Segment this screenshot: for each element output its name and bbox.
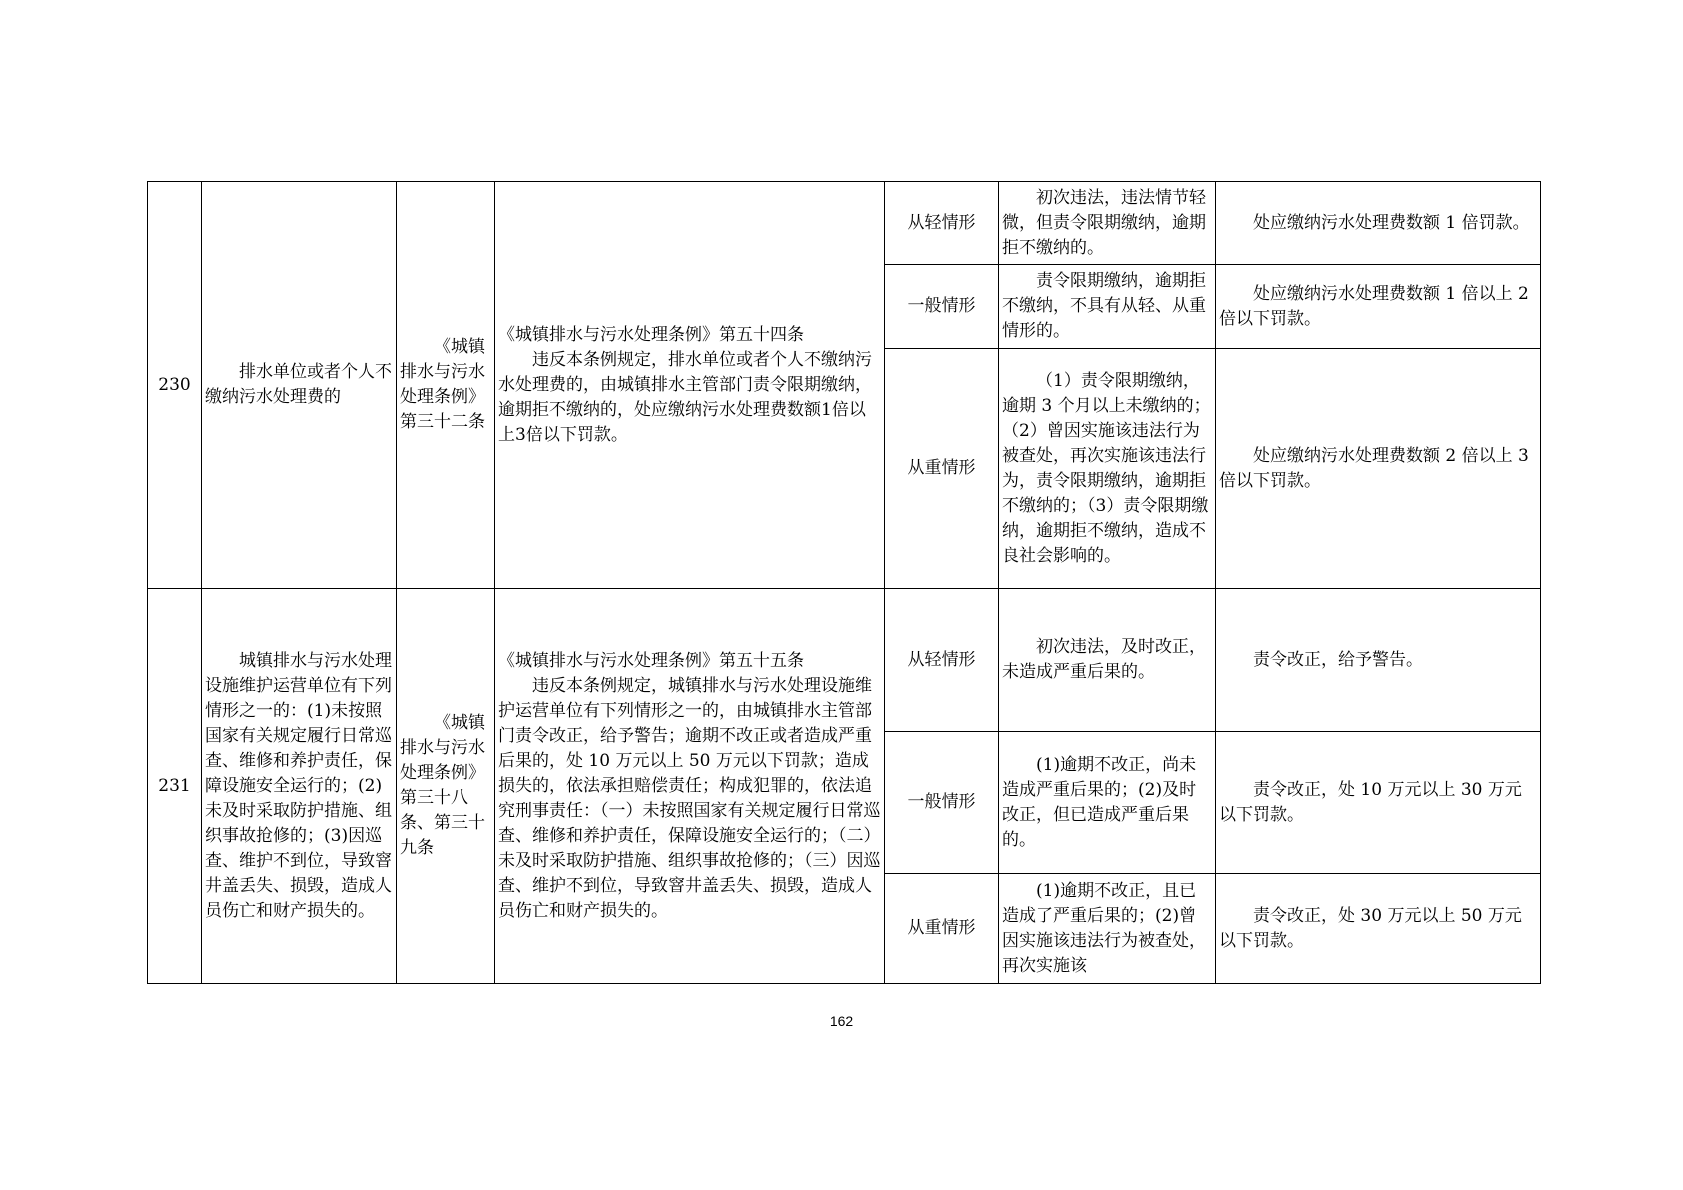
penalty-standard: 处应缴纳污水处理费数额 1 倍以上 2 倍以下罚款。 bbox=[1216, 265, 1541, 349]
discretion-level: 一般情形 bbox=[885, 265, 999, 349]
discretion-level: 从重情形 bbox=[885, 874, 999, 984]
item-number: 231 bbox=[148, 589, 202, 984]
situation-description: (1)逾期不改正，且已造成了严重后果的；(2)曾因实施该违法行为被查处，再次实施该 bbox=[999, 874, 1216, 984]
situation-description: 初次违法，及时改正，未造成严重后果的。 bbox=[999, 589, 1216, 732]
penalty-clause-text: 违反本条例规定，排水单位或者个人不缴纳污水处理费的，由城镇排水主管部门责令限期缴纳，逾期拒不缴纳的，处应缴纳污水处理费数额1倍以上3倍以下罚款。 bbox=[498, 349, 872, 445]
situation-description: (1)逾期不改正，尚未造成严重后果的；(2)及时改正，但已造成严重后果的。 bbox=[999, 732, 1216, 874]
item-number: 230 bbox=[148, 182, 202, 589]
discretion-level: 从重情形 bbox=[885, 349, 999, 589]
violation-description: 城镇排水与污水处理设施维护运营单位有下列情形之一的：(1)未按照国家有关规定履行日常巡查、维修和养护责任，保障设施安全运行的；(2)未及时采取防护措施、组织事故抢修的；(3)因巡查、维护不到位，导致窨井盖丢失、损毁，造成人员伤亡和财产损失的。 bbox=[202, 589, 397, 984]
penalty-clause-title: 《城镇排水与污水处理条例》第五十五条 bbox=[498, 650, 804, 671]
discretion-level: 从轻情形 bbox=[885, 589, 999, 732]
legal-basis: 《城镇排水与污水处理条例》第三十八条、第三十九条 bbox=[397, 589, 495, 984]
penalty-clause bbox=[495, 589, 885, 984]
violation-description: 排水单位或者个人不缴纳污水处理费的 bbox=[202, 182, 397, 589]
penalty-clause bbox=[495, 182, 885, 589]
discretion-level: 从轻情形 bbox=[885, 182, 999, 265]
situation-description: 初次违法，违法情节轻微，但责令限期缴纳，逾期拒不缴纳的。 bbox=[999, 182, 1216, 265]
page-number: 162 bbox=[829, 1013, 854, 1029]
penalty-standard: 责令改正，处 30 万元以上 50 万元以下罚款。 bbox=[1216, 874, 1541, 984]
situation-description: 责令限期缴纳，逾期拒不缴纳，不具有从轻、从重情形的。 bbox=[999, 265, 1216, 349]
penalty-clause-text: 违反本条例规定，城镇排水与污水处理设施维护运营单位有下列情形之一的，由城镇排水主管部门责令改正，给予警告；逾期不改正或者造成严重后果的，处 10 万元以上 50 万元以下罚款；造成损失的，依法承担赔偿责任；构成犯罪的，依法追究刑事责任：（一）未按照国家有关规定履行日常巡查、维修和养护责任，保障设施安全运行的；（二）未及时采取防护措施、组织事故抢修的；（三）因巡查、维护不到位，导致窨井盖丢失、损毁，造成人员伤亡和财产损失的。 bbox=[498, 675, 881, 921]
penalty-standards-table bbox=[147, 181, 1541, 984]
table-row-230 bbox=[148, 182, 1541, 265]
situation-description: （1）责令限期缴纳，逾期 3 个月以上未缴纳的；（2）曾因实施该违法行为被查处，再次实施该违法行为，责令限期缴纳，逾期拒不缴纳的；（3）责令限期缴纳，逾期拒不缴纳，造成不良社会影响的。 bbox=[999, 349, 1216, 589]
penalty-clause-title: 《城镇排水与污水处理条例》第五十四条 bbox=[498, 324, 804, 345]
penalty-standard: 处应缴纳污水处理费数额 2 倍以上 3 倍以下罚款。 bbox=[1216, 349, 1541, 589]
penalty-standard: 责令改正，处 10 万元以上 30 万元以下罚款。 bbox=[1216, 732, 1541, 874]
table-row-231 bbox=[148, 589, 1541, 732]
discretion-level: 一般情形 bbox=[885, 732, 999, 874]
legal-basis: 《城镇排水与污水处理条例》第三十二条 bbox=[397, 182, 495, 589]
penalty-standard: 责令改正，给予警告。 bbox=[1216, 589, 1541, 732]
penalty-standard: 处应缴纳污水处理费数额 1 倍罚款。 bbox=[1216, 182, 1541, 265]
